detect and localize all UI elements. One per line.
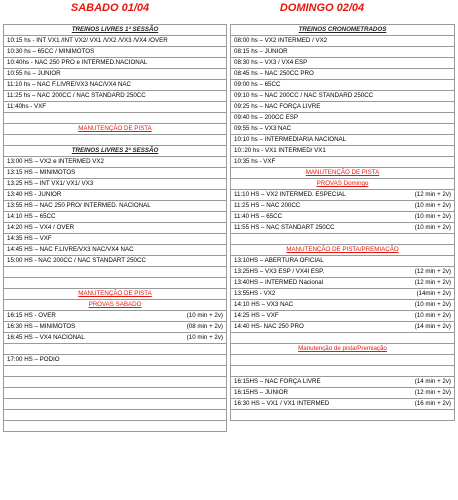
maintenance-notice-text: PROVAS SABADO <box>88 301 142 308</box>
schedule-entry <box>231 388 455 399</box>
schedule-row <box>231 366 455 377</box>
schedule-row <box>231 146 455 157</box>
schedule-entry-text: 08:45 hs – NAC 250CC PRO <box>234 70 314 77</box>
schedule-row <box>231 102 455 113</box>
schedule-entry <box>4 91 227 102</box>
duration-note: (08 min + 2v) <box>186 323 223 330</box>
blank-cell <box>4 135 227 146</box>
schedule-entry <box>4 212 227 223</box>
duration-note: (12 min + 2v) <box>414 268 451 275</box>
schedule-entry-text: 14:20 HS – VX4 / OVER <box>7 224 75 231</box>
schedule-entry <box>231 47 455 58</box>
schedule-row <box>231 355 455 366</box>
schedule-entry-text: 13:25 HS – INT VX1/ VX1/ VX3 <box>7 180 94 187</box>
schedule-entry-text: 16:45 HS – VX4 NACIONAL <box>7 334 85 341</box>
schedule-row <box>231 25 455 36</box>
schedule-entry <box>231 322 455 333</box>
schedule-row <box>231 69 455 80</box>
maintenance-notice-text: MANUTENÇÃO DE PISTA <box>78 125 152 132</box>
session-heading <box>231 25 455 36</box>
schedule-entry <box>231 256 455 267</box>
schedule-entry-text: 13:25HS – VX3 ESP / VX4I ESP. <box>234 268 325 275</box>
schedule-entry-text: 10:35 hs - VXF <box>234 158 276 165</box>
schedule-entry-text: 11:10 HS – VX2 INTERMED. ESPECIAL <box>234 191 346 198</box>
schedule-entry-text: 14:10 HS – VX3 NAC <box>234 301 294 308</box>
schedule-entry-text: 11:25 hs – NAC 200CC / NAC STANDARD 250CC <box>7 92 146 99</box>
schedule-row <box>231 36 455 47</box>
blank-cell <box>4 377 227 388</box>
schedule-row <box>4 36 227 47</box>
schedule-entry-text: 13:55HS - VX2 <box>234 290 276 297</box>
blank-cell <box>4 399 227 410</box>
schedule-row <box>231 223 455 234</box>
schedule-row <box>231 256 455 267</box>
schedule-entry <box>231 377 455 388</box>
schedule-row <box>4 388 227 399</box>
blank-cell <box>231 333 455 344</box>
schedule-row <box>231 410 455 421</box>
schedule-row <box>231 135 455 146</box>
schedule-entry <box>4 333 227 344</box>
schedule-row <box>4 201 227 212</box>
schedule-row <box>231 289 455 300</box>
schedule-entry <box>231 80 455 91</box>
schedule-row <box>4 234 227 245</box>
blank-cell <box>4 366 227 377</box>
duration-note: (10 min + 2v) <box>414 224 451 231</box>
schedule-row <box>231 300 455 311</box>
duration-note: (10 min + 2v) <box>186 312 223 319</box>
blank-cell <box>231 355 455 366</box>
session-heading <box>4 146 227 157</box>
schedule-row <box>4 80 227 91</box>
schedule-row <box>231 245 455 256</box>
schedule-row <box>4 322 227 333</box>
blank-cell <box>231 234 455 245</box>
schedule-entry-text: 10:10 hs – INTERMEDIARIA NACIONAL <box>234 136 347 143</box>
saturday-schedule-table <box>3 24 227 432</box>
schedule-entry-text: 17:00 HS – PODIO <box>7 356 60 363</box>
schedule-entry <box>4 47 227 58</box>
maintenance-notice-text: MANUTENÇÃO DE PISTA <box>305 169 380 176</box>
schedule-entry-text: 09:40 hs – 200CC ESP <box>234 114 298 121</box>
schedule-entry <box>4 157 227 168</box>
schedule-entry <box>4 223 227 234</box>
maintenance-notice <box>4 124 227 135</box>
schedule-row <box>4 344 227 355</box>
schedule-entry <box>4 179 227 190</box>
duration-note: (16 min + 2v) <box>414 400 451 407</box>
schedule-row <box>4 267 227 278</box>
schedule-entry <box>231 201 455 212</box>
schedule-entry-text: 13:15 HS – MINIMOTOS <box>7 169 76 176</box>
schedule-row <box>4 278 227 289</box>
schedule-entry <box>231 157 455 168</box>
schedule-entry-text: 13:10HS – ABERTURA OFICIAL <box>234 257 324 264</box>
schedule-row <box>231 399 455 410</box>
schedule-row <box>4 245 227 256</box>
schedule-row <box>4 58 227 69</box>
schedule-row <box>4 179 227 190</box>
session-heading-text: TREINOS LIVRES 2ª SESSÃO <box>71 147 159 154</box>
maintenance-notice-text: PROVAS Domingo <box>316 180 369 187</box>
schedule-row <box>4 212 227 223</box>
schedule-entry <box>231 300 455 311</box>
duration-note: (10 min + 2v) <box>414 312 451 319</box>
schedule-row <box>4 355 227 366</box>
schedule-entry-text: 13:00 HS – VX2 e INTERMED VX2 <box>7 158 104 165</box>
schedule-entry-text: 10:15 hs - INT VX1 /INT VX2/ VX1 /VX2 /VX3 /VX4 /OVER <box>7 37 168 44</box>
schedule-entry <box>231 58 455 69</box>
schedule-entry <box>231 212 455 223</box>
schedule-entry-text: 16:15HS – JUNIOR <box>234 389 288 396</box>
schedule-row <box>231 267 455 278</box>
schedule-row <box>231 157 455 168</box>
session-heading-text: TREINOS CRONOMETRADOS <box>298 26 387 33</box>
schedule-entry-text: 16:30 HS – VX1 / VX1 INTERMED <box>234 400 330 407</box>
schedule-entry <box>231 190 455 201</box>
schedule-row <box>231 113 455 124</box>
schedule-entry <box>231 135 455 146</box>
schedule-row <box>4 124 227 135</box>
schedule-row <box>4 157 227 168</box>
schedule-row <box>231 333 455 344</box>
schedule-entry-text: 14:35 HS – VXF <box>7 235 52 242</box>
blank-cell <box>4 388 227 399</box>
duration-note: (12 min + 2v) <box>414 279 451 286</box>
schedule-entry <box>231 399 455 410</box>
schedule-entry <box>4 190 227 201</box>
schedule-entry <box>4 80 227 91</box>
day-title-saturday: SABADO 01/04 <box>70 2 150 14</box>
maintenance-notice-text: MANUTENÇÃO DE PISTA <box>78 290 152 297</box>
schedule-entry-text: 11:25 HS – NAC 200CC <box>234 202 301 209</box>
blank-cell <box>4 410 227 421</box>
schedule-entry-text: 16:30 HS – MINIMOTOS <box>7 323 76 330</box>
maintenance-notice <box>231 168 455 179</box>
schedule-entry-text: 09:00 hs – 65CC <box>234 81 281 88</box>
sunday-schedule-table <box>230 24 455 421</box>
schedule-entry-text: 10:55 hs – JUNIOR <box>7 70 61 77</box>
duration-note: (10 min + 2v) <box>414 213 451 220</box>
schedule-entry-text: 16:15HS – NAC FORÇA LIVRE <box>234 378 321 385</box>
duration-note: (14 min + 2v) <box>414 323 451 330</box>
schedule-entry-text: 09:25 hs – NAC FORÇA LIVRE <box>234 103 321 110</box>
schedule-entry <box>231 289 455 300</box>
duration-note: (10 min + 2v) <box>414 202 451 209</box>
schedule-entry <box>4 168 227 179</box>
schedule-entry-text: 10::20 hs - VX1 INTERMED/ VX1 <box>234 147 326 154</box>
maintenance-notice-text: MANUTENÇÃO DE PISTA/PREMIAÇÃO <box>286 246 399 253</box>
schedule-row <box>231 168 455 179</box>
schedule-entry-text: 08:30 hs – VX3 / VX4 ESP <box>234 59 308 66</box>
schedule-row <box>231 212 455 223</box>
schedule-row <box>4 25 227 36</box>
schedule-row <box>231 179 455 190</box>
schedule-entry <box>231 69 455 80</box>
schedule-row <box>231 311 455 322</box>
schedule-row <box>231 388 455 399</box>
schedule-row <box>4 256 227 267</box>
schedule-row <box>4 146 227 157</box>
schedule-row <box>4 69 227 80</box>
blank-cell <box>4 421 227 432</box>
maintenance-notice-text: Manutenção de pista/Premiação <box>298 345 387 352</box>
schedule-row <box>231 190 455 201</box>
schedule-entry <box>4 311 227 322</box>
duration-note: (12 min + 2v) <box>414 389 451 396</box>
schedule-entry <box>4 201 227 212</box>
schedule-row <box>4 190 227 201</box>
schedule-entry-text: 14:40 HS- NAC 250 PRO <box>234 323 304 330</box>
schedule-entry <box>4 58 227 69</box>
schedule-entry-text: 15:00 HS - NAC 200CC / NAC STANDART 250CC <box>7 257 146 264</box>
blank-cell <box>4 113 227 124</box>
schedule-entry-text: 11:40 HS – 65CC <box>234 213 283 220</box>
session-heading-text: TREINOS LIVRES 1ª SESSÃO <box>71 26 159 33</box>
schedule-entry <box>4 69 227 80</box>
schedule-row <box>231 80 455 91</box>
blank-cell <box>4 278 227 289</box>
maintenance-notice <box>4 289 227 300</box>
duration-note: (10 min + 2v) <box>186 334 223 341</box>
duration-note: (10 min + 2v) <box>414 301 451 308</box>
schedule-row <box>4 289 227 300</box>
schedule-row <box>231 278 455 289</box>
schedule-entry <box>4 245 227 256</box>
schedule-row <box>4 168 227 179</box>
schedule-entry <box>4 36 227 47</box>
maintenance-notice <box>4 300 227 311</box>
schedule-entry <box>231 146 455 157</box>
schedule-row <box>231 322 455 333</box>
schedule-entry <box>4 256 227 267</box>
schedule-entry <box>231 113 455 124</box>
schedule-row <box>4 421 227 432</box>
schedule-row <box>4 311 227 322</box>
schedule-entry-text: 08:00 hs – VX2 INTERMED / VX2 <box>234 37 328 44</box>
schedule-row <box>4 135 227 146</box>
day-title-sunday: DOMINGO 02/04 <box>279 2 365 14</box>
blank-cell <box>4 267 227 278</box>
schedule-entry-text: 14:25 HS – VXF <box>234 312 279 319</box>
schedule-entry <box>231 102 455 113</box>
duration-note: (14 min + 2v) <box>414 378 451 385</box>
blank-cell <box>231 366 455 377</box>
schedule-row <box>4 223 227 234</box>
schedule-entry-text: 13:40HS – INTERMED Nacional <box>234 279 324 286</box>
schedule-entry <box>231 91 455 102</box>
schedule-row <box>4 366 227 377</box>
schedule-entry <box>4 102 227 113</box>
schedule-row <box>231 344 455 355</box>
schedule-entry <box>4 234 227 245</box>
schedule-entry-text: 10:40hs - NAC 250 PRO e INTERMED.NACIONAL <box>7 59 148 66</box>
schedule-row <box>231 91 455 102</box>
schedule-row <box>4 377 227 388</box>
schedule-entry-text: 16:15 HS - OVER <box>7 312 56 319</box>
duration-note: (14min + 2v) <box>416 290 451 297</box>
schedule-entry <box>231 278 455 289</box>
schedule-entry-text: 11:40hs - VXF <box>7 103 47 110</box>
schedule-entry-text: 11:10 hs – NAC F.LIVRE/VX3 NAC/VX4 NAC <box>7 81 132 88</box>
schedule-row <box>4 113 227 124</box>
schedule-entry <box>231 124 455 135</box>
blank-cell <box>4 344 227 355</box>
schedule-entry <box>231 311 455 322</box>
schedule-entry-text: 13:55 HS – NAC 250 PRO/ INTERMED. NACIONAL <box>7 202 151 209</box>
schedule-row <box>4 300 227 311</box>
schedule-entry <box>4 322 227 333</box>
schedule-row <box>4 47 227 58</box>
schedule-row <box>4 333 227 344</box>
schedule-row <box>4 410 227 421</box>
blank-cell <box>231 410 455 421</box>
schedule-entry-text: 14:10 HS – 65CC <box>7 213 56 220</box>
schedule-row <box>231 234 455 245</box>
schedule-row <box>4 399 227 410</box>
schedule-entry-text: 10:30 hs – 65CC / MINIMOTOS <box>7 48 95 55</box>
schedule-entry-text: 08:15 hs – JUNIOR <box>234 48 288 55</box>
schedule-entry-text: 14:45 HS – NAC F.LIVRE/VX3 NAC/VX4 NAC <box>7 246 134 253</box>
schedule-row <box>4 91 227 102</box>
schedule-row <box>231 124 455 135</box>
schedule-entry-text: 09:10 hs – NAC 200CC / NAC STANDARD 250CC <box>234 92 374 99</box>
maintenance-notice <box>231 245 455 256</box>
schedule-row <box>231 58 455 69</box>
duration-note: (12 min + 2v) <box>414 191 451 198</box>
schedule-entry <box>231 267 455 278</box>
maintenance-notice <box>231 344 455 355</box>
schedule-row <box>4 102 227 113</box>
session-heading <box>4 25 227 36</box>
schedule-entry-text: 11:55 HS – NAC STANDART 250CC <box>234 224 335 231</box>
schedule-row <box>231 201 455 212</box>
schedule-row <box>231 377 455 388</box>
maintenance-notice <box>231 179 455 190</box>
schedule-entry <box>231 223 455 234</box>
schedule-entry-text: 09:55 hs – VX3 NAC <box>234 125 292 132</box>
schedule-entry <box>231 36 455 47</box>
schedule-entry <box>4 355 227 366</box>
schedule-entry-text: 13:40 HS - JUNIOR <box>7 191 62 198</box>
schedule-row <box>231 47 455 58</box>
